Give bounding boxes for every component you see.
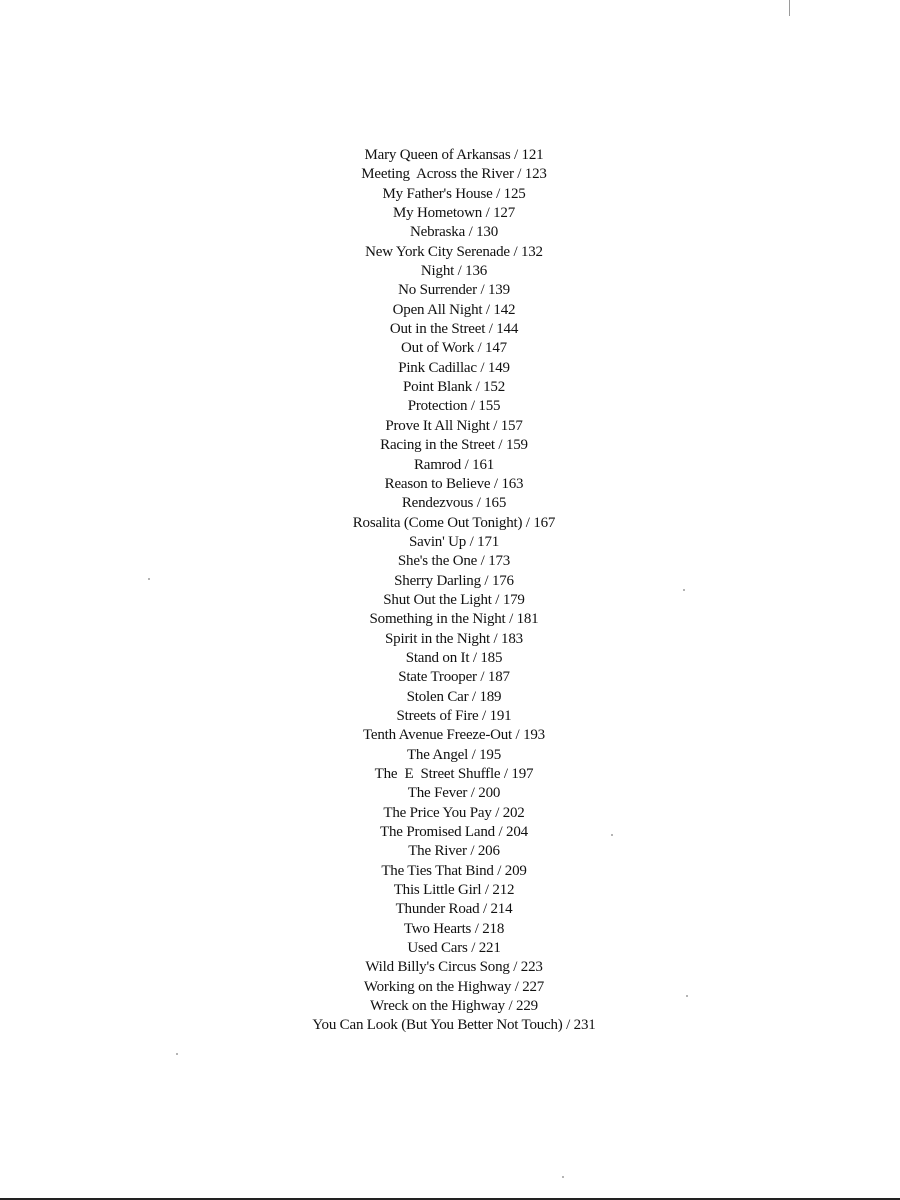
index-entry: Streets of Fire / 191 [396, 707, 512, 724]
index-entry: Tenth Avenue Freeze-Out / 193 [363, 727, 545, 744]
index-entry: Shut Out the Light / 179 [383, 591, 525, 608]
index-entry: Wreck on the Highway / 229 [370, 998, 538, 1015]
index-entry: She's the One / 173 [397, 553, 511, 570]
index-entry: You Can Look (But You Better Not Touch) / 231 [312, 1017, 596, 1034]
index-entry: New York City Serenade / 132 [365, 243, 543, 260]
index-entry: My Father's House / 125 [382, 185, 526, 202]
index-entry: Spirit in the Night / 183 [385, 630, 523, 647]
index-entry: Wild Billy's Circus Song / 223 [365, 959, 543, 976]
index-entry: Nebraska / 130 [409, 224, 498, 241]
index-entry: Pink Cadillac / 149 [398, 359, 510, 376]
index-entry: The Angel / 195 [406, 746, 502, 763]
index-entry: Stolen Car / 189 [406, 688, 502, 705]
index-entry: Prove It All Night / 157 [385, 417, 523, 434]
index-entry: Out in the Street / 144 [389, 321, 519, 338]
song-index-list [0, 146, 900, 1036]
index-entry: Open All Night / 142 [392, 301, 516, 318]
index-entry: The Price You Pay / 202 [383, 804, 525, 821]
index-entry: My Hometown / 127 [392, 205, 515, 222]
index-entry: Two Hearts / 218 [403, 920, 505, 937]
scan-speck [562, 1176, 564, 1178]
index-entry: Reason to Believe / 163 [384, 475, 524, 492]
index-entry: Used Cars / 221 [407, 940, 501, 957]
scan-speck [176, 1053, 178, 1055]
index-entry: The Fever / 200 [407, 785, 501, 802]
index-entry: The River / 206 [408, 843, 500, 860]
index-entry: Meeting Across the River / 123 [361, 166, 547, 183]
index-entry: Stand on It / 185 [405, 649, 503, 666]
index-entry: State Trooper / 187 [398, 669, 510, 686]
index-entry: The Ties That Bind / 209 [381, 862, 527, 879]
index-entry: Rendezvous / 165 [401, 495, 507, 512]
index-entry: The E Street Shuffle / 197 [374, 766, 534, 782]
index-entry: Sherry Darling / 176 [394, 572, 514, 589]
index-entry: The Promised Land / 204 [380, 824, 528, 841]
index-entry: Point Blank / 152 [402, 379, 506, 396]
index-entry: Savin' Up / 171 [408, 533, 500, 550]
index-entry: Protection / 155 [407, 398, 501, 415]
index-entry: Working on the Highway / 227 [363, 978, 545, 995]
index-entry: Something in the Night / 181 [369, 611, 539, 628]
scan-mark [789, 0, 790, 16]
index-entry: Rosalita (Come Out Tonight) / 167 [352, 514, 556, 531]
index-entry: No Surrender / 139 [398, 282, 510, 299]
index-entry: Out of Work / 147 [401, 340, 507, 357]
index-entry: This Little Girl / 212 [393, 882, 515, 899]
index-entry: Racing in the Street / 159 [380, 437, 528, 454]
index-entry: Ramrod / 161 [413, 456, 495, 473]
index-entry: Night / 136 [420, 263, 488, 280]
index-entry: Mary Queen of Arkansas / 121 [364, 147, 544, 163]
index-entry: Thunder Road / 214 [395, 901, 513, 918]
